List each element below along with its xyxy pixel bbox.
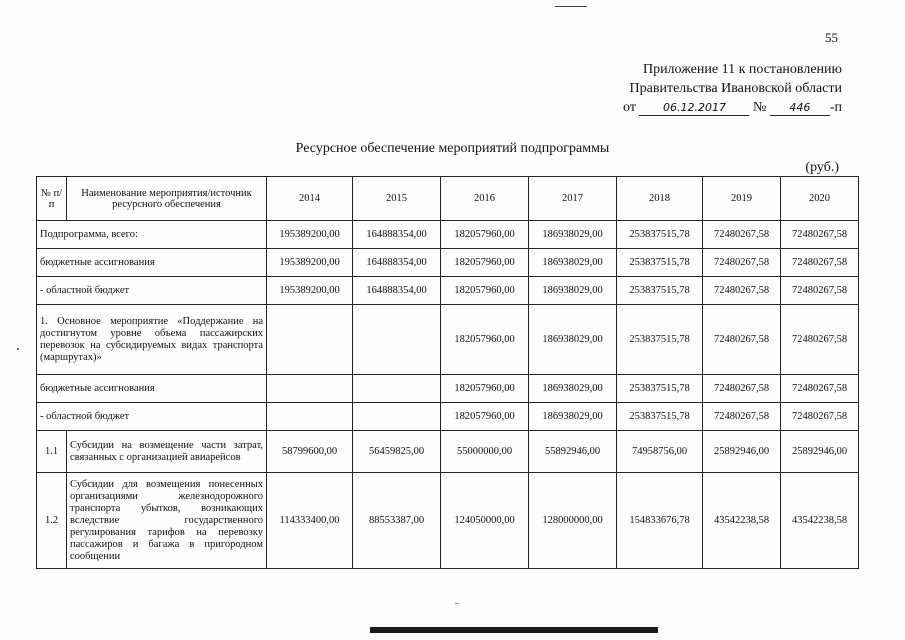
bottom-scan-bar xyxy=(370,627,658,633)
header-cell: № п/п xyxy=(37,177,67,221)
value-cell: 72480267,58 xyxy=(703,277,781,305)
value-cell: 253837515,78 xyxy=(617,249,703,277)
value-cell: 55892946,00 xyxy=(529,431,617,473)
value-cell: 114333400,00 xyxy=(267,473,353,569)
value-cell xyxy=(267,375,353,403)
value-cell: 124050000,00 xyxy=(441,473,529,569)
appendix-line-3 xyxy=(512,98,842,117)
value-cell: 72480267,58 xyxy=(703,305,781,375)
value-cell: 58799600,00 xyxy=(267,431,353,473)
table-row xyxy=(37,249,859,277)
value-cell xyxy=(353,403,441,431)
value-cell: 182057960,00 xyxy=(441,375,529,403)
value-cell: 186938029,00 xyxy=(529,249,617,277)
document-title: Ресурсное обеспечение мероприятий подпрограммы xyxy=(295,141,610,156)
page-number: 55 xyxy=(825,30,838,45)
header-cell: 2019 xyxy=(703,177,781,221)
value-cell: 164888354,00 xyxy=(353,249,441,277)
value-cell: 56459825,00 xyxy=(353,431,441,473)
value-cell: 182057960,00 xyxy=(441,305,529,375)
value-cell: 164888354,00 xyxy=(353,277,441,305)
table-row xyxy=(37,305,859,375)
row-label: Субсидии для возмещения понесенных организациями железнодорожного транспорта убытков, возникающих вследствие государственного регулирования тарифов на перевозку пассажиров и багажа в пригородном сообщении xyxy=(67,473,267,569)
row-label: - областной бюджет xyxy=(37,277,267,305)
table-row xyxy=(37,375,859,403)
header-cell: 2014 xyxy=(267,177,353,221)
value-cell: 186938029,00 xyxy=(529,305,617,375)
value-cell: 182057960,00 xyxy=(441,249,529,277)
value-cell: 253837515,78 xyxy=(617,305,703,375)
value-cell: 72480267,58 xyxy=(781,277,859,305)
table-row xyxy=(37,473,859,569)
table-row xyxy=(37,277,859,305)
table-row xyxy=(37,403,859,431)
row-label: Субсидии на возмещение части затрат, связанных с организацией авиарейсов xyxy=(67,431,267,473)
value-cell: 55000000,00 xyxy=(441,431,529,473)
appendix-line-1: Приложение 11 к постановлению xyxy=(642,62,842,77)
value-cell xyxy=(353,375,441,403)
value-cell: 128000000,00 xyxy=(529,473,617,569)
value-cell: 186938029,00 xyxy=(529,375,617,403)
value-cell: 186938029,00 xyxy=(529,277,617,305)
value-cell: 164888354,00 xyxy=(353,221,441,249)
row-label: 1. Основное мероприятие «Поддержание на достигнутом уровне объема пассажирских перевозок на субсидируемых видах транспорта (маршрутах)» xyxy=(37,305,267,375)
from-label: от xyxy=(623,100,636,115)
value-cell: 43542238,58 xyxy=(781,473,859,569)
header-cell: 2018 xyxy=(617,177,703,221)
row-label: Подпрограмма, всего: xyxy=(37,221,267,249)
number-suffix: -п xyxy=(829,100,842,115)
value-cell: 72480267,58 xyxy=(781,375,859,403)
value-cell: 195389200,00 xyxy=(267,249,353,277)
value-cell: 43542238,58 xyxy=(703,473,781,569)
unit-label: (руб.) xyxy=(805,160,839,175)
value-cell: 88553387,00 xyxy=(353,473,441,569)
row-label: бюджетные ассигнования xyxy=(37,375,267,403)
header-cell: 2016 xyxy=(441,177,529,221)
row-index: 1.1 xyxy=(37,431,67,473)
handwritten-date: 06.12.2017 xyxy=(639,101,749,116)
header-cell: 2015 xyxy=(353,177,441,221)
header-cell: 2020 xyxy=(781,177,859,221)
number-label: № xyxy=(752,100,767,115)
top-scan-mark xyxy=(555,6,587,7)
value-cell: 182057960,00 xyxy=(441,403,529,431)
appendix-line-2: Правительства Ивановской области xyxy=(629,81,842,96)
value-cell: 253837515,78 xyxy=(617,221,703,249)
value-cell: 25892946,00 xyxy=(781,431,859,473)
appendix-block xyxy=(512,60,842,117)
value-cell: 25892946,00 xyxy=(703,431,781,473)
value-cell: 72480267,58 xyxy=(703,403,781,431)
value-cell: 182057960,00 xyxy=(441,221,529,249)
table-row xyxy=(37,221,859,249)
value-cell: 186938029,00 xyxy=(529,221,617,249)
scan-dot xyxy=(17,348,19,350)
value-cell: 186938029,00 xyxy=(529,403,617,431)
row-label: - областной бюджет xyxy=(37,403,267,431)
value-cell: 72480267,58 xyxy=(703,249,781,277)
value-cell xyxy=(267,305,353,375)
value-cell: 253837515,78 xyxy=(617,277,703,305)
value-cell xyxy=(353,305,441,375)
value-cell: 72480267,58 xyxy=(781,249,859,277)
handwritten-number: 446 xyxy=(770,101,830,116)
value-cell: 154833676,78 xyxy=(617,473,703,569)
value-cell: 195389200,00 xyxy=(267,277,353,305)
value-cell: 182057960,00 xyxy=(441,277,529,305)
value-cell: 253837515,78 xyxy=(617,403,703,431)
value-cell: 72480267,58 xyxy=(703,221,781,249)
value-cell: 253837515,78 xyxy=(617,375,703,403)
row-label: бюджетные ассигнования xyxy=(37,249,267,277)
header-cell: Наименование мероприятия/источник ресурсного обеспечения xyxy=(67,177,267,221)
value-cell xyxy=(267,403,353,431)
value-cell: 195389200,00 xyxy=(267,221,353,249)
table-header-row xyxy=(37,177,859,221)
table-row xyxy=(37,431,859,473)
header-cell: 2017 xyxy=(529,177,617,221)
scan-speck xyxy=(455,603,459,604)
row-index: 1.2 xyxy=(37,473,67,569)
value-cell: 72480267,58 xyxy=(781,305,859,375)
value-cell: 72480267,58 xyxy=(781,403,859,431)
value-cell: 72480267,58 xyxy=(703,375,781,403)
resource-table xyxy=(36,176,859,569)
value-cell: 72480267,58 xyxy=(781,221,859,249)
value-cell: 74958756,00 xyxy=(617,431,703,473)
